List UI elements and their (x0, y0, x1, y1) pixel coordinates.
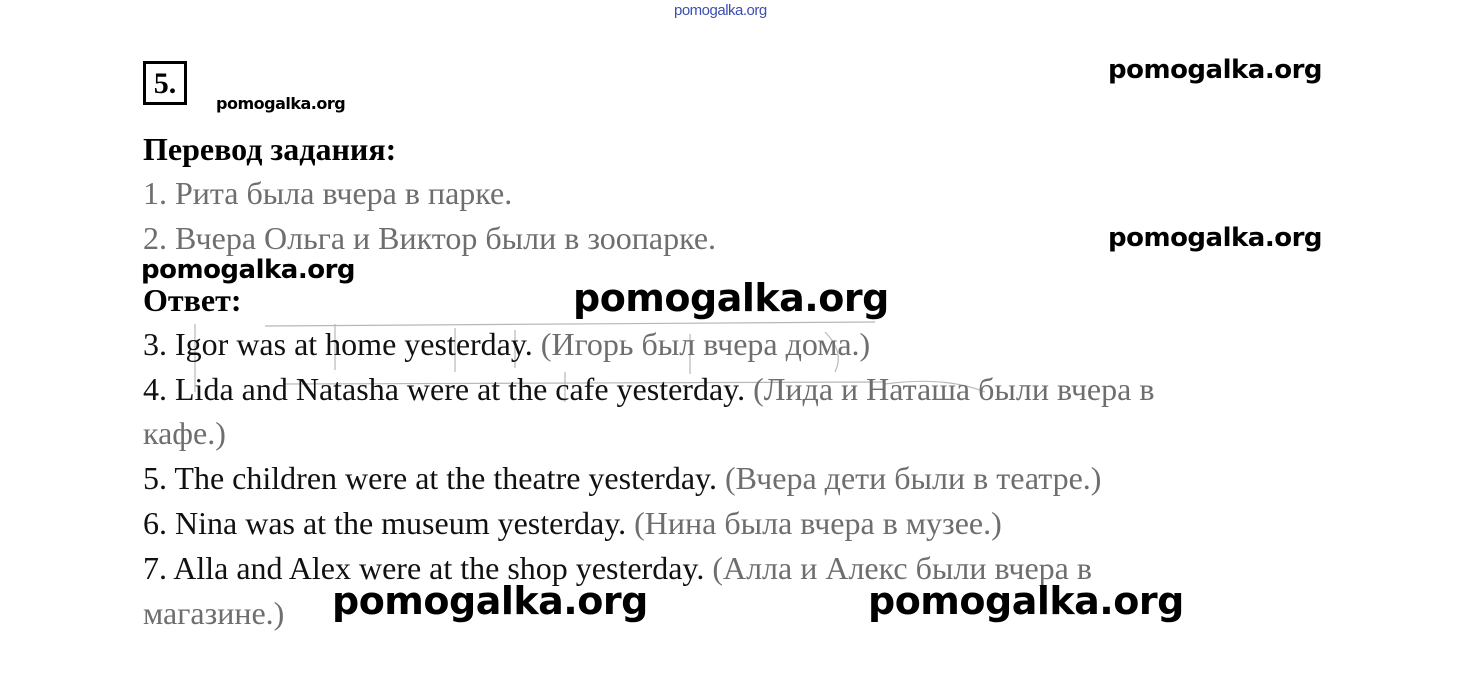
watermark-top: pomogalka.org (674, 2, 767, 19)
answer-item-4-en: 4. Lida and Natasha were at the cafe yesterday. (143, 371, 746, 407)
answer-item-4-ru: (Лида и Наташа были вчера в (753, 371, 1155, 407)
answer-item-5-ru: (Вчера дети были в театре.) (724, 460, 1102, 496)
watermark-center: pomogalka.org (573, 276, 889, 320)
answer-item-7-ru-cont: магазине.) (143, 595, 285, 631)
watermark-mid-right: pomogalka.org (1108, 223, 1323, 253)
watermark-under-number: pomogalka.org (216, 94, 346, 113)
answer-item-6-ru: (Нина была вчера в музее.) (634, 505, 1002, 541)
watermark-bottom-left: pomogalka.org (332, 579, 648, 623)
translation-item-2: 2. Вчера Ольга и Виктор были в зоопарке. (143, 220, 717, 256)
translation-item-1: 1. Рита была вчера в парке. (143, 175, 513, 211)
answer-item-7-en: 7. Alla and Alex were at the shop yesterday. (143, 550, 705, 586)
answer-item-4-ru-cont: кафе.) (143, 415, 226, 451)
answer-item-5-en: 5. The children were at the theatre yesterday. (143, 460, 717, 496)
task-number: 5. (143, 61, 187, 105)
answer-item-6 (143, 505, 1002, 541)
answer-item-3-en: 3. Igor was at home yesterday. (143, 326, 533, 362)
answer-item-5 (143, 460, 1101, 496)
watermark-bottom-right: pomogalka.org (868, 579, 1184, 623)
answer-item-3-ru: (Игорь был вчера дома.) (540, 326, 871, 362)
watermark-header-right: pomogalka.org (1108, 55, 1323, 85)
answer-item-4 (143, 371, 1154, 407)
translation-heading: Перевод задания: (143, 131, 397, 167)
answer-item-6-en: 6. Nina was at the museum yesterday. (143, 505, 627, 541)
answer-item-3 (143, 326, 870, 362)
answer-item-7-ru: (Алла и Алекс были вчера в (712, 550, 1092, 586)
watermark-mid-left: pomogalka.org (141, 255, 356, 285)
answer-heading: Ответ: (143, 282, 242, 318)
